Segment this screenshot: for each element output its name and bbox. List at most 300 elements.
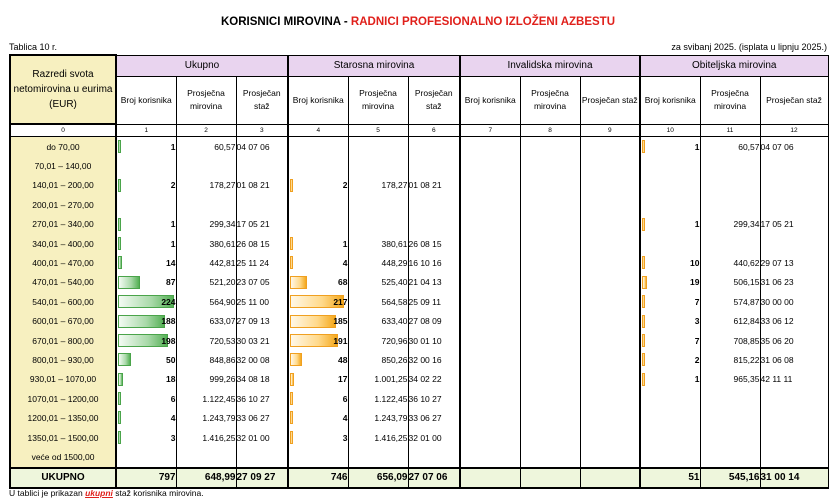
count-value: 191 — [333, 335, 348, 346]
avg-service-cell: 31 06 23 — [760, 273, 828, 292]
count-cell — [460, 195, 520, 214]
total-label: UKUPNO — [10, 468, 116, 488]
count-bar — [290, 237, 293, 250]
avg-service-cell — [580, 156, 640, 175]
count-cell — [640, 234, 700, 253]
avg-service-cell — [580, 428, 640, 447]
range-cell: 670,01 – 800,00 — [10, 331, 116, 350]
table-row — [10, 156, 828, 175]
count-bar — [118, 411, 121, 424]
count-cell — [640, 331, 700, 350]
count-cell — [640, 156, 700, 175]
range-cell: do 70,00 — [10, 137, 116, 157]
count-value: 1 — [170, 238, 176, 249]
count-value: 224 — [161, 296, 176, 307]
avg-pension-cell: 178,27 — [348, 176, 408, 195]
count-cell — [116, 176, 176, 195]
column-number: 10 — [640, 124, 700, 137]
avg-pension-cell: 506,15 — [700, 273, 760, 292]
count-cell — [460, 447, 520, 467]
count-cell — [288, 253, 348, 272]
range-cell: 1350,01 – 1500,00 — [10, 428, 116, 447]
count-bar — [118, 179, 121, 192]
avg-pension-cell — [520, 273, 580, 292]
count-cell — [288, 408, 348, 427]
count-bar — [642, 276, 647, 289]
footnote-text-before: U tablici je prikazan — [9, 488, 86, 498]
count-cell — [116, 370, 176, 389]
count-cell — [116, 137, 176, 157]
count-cell — [460, 350, 520, 369]
count-cell — [288, 312, 348, 331]
avg-pension-cell — [520, 331, 580, 350]
count-bar — [642, 315, 645, 328]
subheader-obiteljska-broj: Broj korisnika — [640, 76, 700, 124]
count-cell — [460, 215, 520, 234]
avg-pension-cell — [700, 176, 760, 195]
table-row — [10, 273, 828, 292]
avg-pension-cell: 850,26 — [348, 350, 408, 369]
count-cell — [116, 331, 176, 350]
avg-pension-cell — [700, 428, 760, 447]
avg-service-cell: 30 00 00 — [760, 292, 828, 311]
count-bar — [118, 392, 121, 405]
avg-service-cell — [580, 370, 640, 389]
count-bar — [642, 353, 645, 366]
range-cell: 1200,01 – 1350,00 — [10, 408, 116, 427]
column-number: 3 — [236, 124, 288, 137]
count-value: 10 — [690, 258, 700, 269]
count-cell — [460, 234, 520, 253]
subheader-starosna-broj: Broj korisnika — [288, 76, 348, 124]
avg-pension-cell — [348, 137, 408, 157]
count-bar — [118, 315, 165, 328]
avg-service-cell — [580, 137, 640, 157]
avg-service-cell: 01 08 21 — [236, 176, 288, 195]
avg-service-cell: 33 06 12 — [760, 312, 828, 331]
range-cell: 400,01 – 470,00 — [10, 253, 116, 272]
table-row — [10, 350, 828, 369]
avg-pension-cell — [520, 389, 580, 408]
group-header-starosna: Starosna mirovina — [288, 55, 460, 76]
avg-pension-cell — [700, 234, 760, 253]
avg-service-cell: 32 01 00 — [408, 428, 460, 447]
column-number: 6 — [408, 124, 460, 137]
avg-service-cell — [580, 468, 640, 488]
count-bar — [290, 276, 307, 289]
range-cell: 930,01 – 1070,00 — [10, 370, 116, 389]
count-value: 797 — [158, 472, 176, 484]
count-value: 17 — [338, 374, 348, 385]
subheader-ukupno-prosj_mir: Prosječna mirovina — [176, 76, 236, 124]
column-number: 7 — [460, 124, 520, 137]
table-row — [10, 428, 828, 447]
avg-service-cell: 04 07 06 — [236, 137, 288, 157]
count-bar — [290, 179, 293, 192]
count-cell — [640, 428, 700, 447]
avg-pension-cell: 525,40 — [348, 273, 408, 292]
table-row — [10, 312, 828, 331]
avg-service-cell — [580, 408, 640, 427]
count-bar — [290, 334, 338, 347]
count-value: 3 — [694, 316, 700, 327]
count-value: 6 — [342, 393, 348, 404]
avg-service-cell — [580, 350, 640, 369]
report-title — [0, 16, 836, 28]
range-cell: 270,01 – 340,00 — [10, 215, 116, 234]
count-cell — [640, 253, 700, 272]
avg-pension-cell: 448,29 — [348, 253, 408, 272]
column-number: 2 — [176, 124, 236, 137]
avg-pension-cell: 1.416,25 — [176, 428, 236, 447]
column-number: 5 — [348, 124, 408, 137]
subheader-starosna-prosj_mir: Prosječna mirovina — [348, 76, 408, 124]
avg-service-cell — [580, 312, 640, 331]
count-value: 48 — [338, 354, 348, 365]
avg-pension-cell: 848,86 — [176, 350, 236, 369]
avg-pension-cell — [700, 389, 760, 408]
avg-service-cell: 25 09 11 — [408, 292, 460, 311]
count-value: 1 — [342, 238, 348, 249]
avg-pension-cell: 656,09 — [348, 468, 408, 488]
avg-pension-cell — [700, 408, 760, 427]
avg-pension-cell: 965,35 — [700, 370, 760, 389]
avg-service-cell: 31 06 08 — [760, 350, 828, 369]
footnote-emphasis: ukupni — [85, 488, 113, 498]
avg-service-cell: 27 08 09 — [408, 312, 460, 331]
avg-pension-cell: 1.243,79 — [348, 408, 408, 427]
avg-service-cell — [580, 234, 640, 253]
column-number: 8 — [520, 124, 580, 137]
column-number: 11 — [700, 124, 760, 137]
count-value: 2 — [170, 180, 176, 191]
avg-pension-cell — [520, 137, 580, 157]
count-value: 19 — [690, 277, 700, 288]
avg-service-cell — [580, 331, 640, 350]
table-row — [10, 408, 828, 427]
count-cell — [116, 195, 176, 214]
count-cell — [116, 156, 176, 175]
count-cell — [640, 292, 700, 311]
count-bar — [290, 315, 336, 328]
subheader-ukupno-prosj_staz: Prosječan staž — [236, 76, 288, 124]
count-value: 1 — [170, 141, 176, 152]
count-cell — [640, 312, 700, 331]
avg-service-cell: 31 00 14 — [760, 468, 828, 488]
count-value: 4 — [342, 258, 348, 269]
avg-pension-cell — [520, 195, 580, 214]
count-value: 87 — [166, 277, 176, 288]
count-cell — [116, 234, 176, 253]
avg-pension-cell: 299,34 — [176, 215, 236, 234]
subheader-invalidska-prosj_mir: Prosječna mirovina — [520, 76, 580, 124]
avg-pension-cell — [176, 156, 236, 175]
count-cell — [288, 215, 348, 234]
table-row — [10, 292, 828, 311]
column-number: 0 — [10, 124, 116, 137]
avg-service-cell: 33 06 27 — [236, 408, 288, 427]
avg-service-cell: 26 08 15 — [236, 234, 288, 253]
count-value: 7 — [694, 335, 700, 346]
count-cell — [640, 447, 700, 467]
subheader-invalidska-broj: Broj korisnika — [460, 76, 520, 124]
count-cell — [640, 408, 700, 427]
avg-service-cell: 21 04 13 — [408, 273, 460, 292]
avg-pension-cell: 708,85 — [700, 331, 760, 350]
avg-pension-cell — [700, 195, 760, 214]
avg-pension-cell — [520, 253, 580, 272]
range-cell: 540,01 – 600,00 — [10, 292, 116, 311]
count-cell — [288, 370, 348, 389]
count-cell — [460, 292, 520, 311]
count-cell — [640, 195, 700, 214]
avg-pension-cell: 574,87 — [700, 292, 760, 311]
count-bar — [118, 353, 131, 366]
range-cell: 800,01 – 930,00 — [10, 350, 116, 369]
avg-service-cell — [408, 195, 460, 214]
count-value: 14 — [166, 258, 176, 269]
count-value: 1 — [694, 141, 700, 152]
count-bar — [290, 353, 302, 366]
count-cell — [460, 370, 520, 389]
avg-pension-cell — [348, 195, 408, 214]
avg-service-cell: 35 06 20 — [760, 331, 828, 350]
avg-pension-cell: 720,53 — [176, 331, 236, 350]
avg-pension-cell: 178,27 — [176, 176, 236, 195]
table-row — [10, 447, 828, 467]
count-cell — [288, 389, 348, 408]
count-cell — [640, 273, 700, 292]
count-cell — [288, 468, 348, 488]
avg-pension-cell: 521,20 — [176, 273, 236, 292]
avg-pension-cell — [520, 156, 580, 175]
group-header-invalidska: Invalidska mirovina — [460, 55, 640, 76]
count-value: 6 — [170, 393, 176, 404]
avg-service-cell: 30 03 21 — [236, 331, 288, 350]
count-cell — [116, 253, 176, 272]
avg-pension-cell — [348, 447, 408, 467]
avg-service-cell — [580, 176, 640, 195]
avg-service-cell: 36 10 27 — [236, 389, 288, 408]
count-value: 51 — [688, 472, 700, 484]
avg-pension-cell: 440,62 — [700, 253, 760, 272]
avg-service-cell — [408, 215, 460, 234]
count-value: 1 — [694, 219, 700, 230]
count-cell — [288, 234, 348, 253]
avg-pension-cell: 380,61 — [348, 234, 408, 253]
footnote-text-after: staž korisnika mirovina. — [112, 488, 204, 498]
count-cell — [288, 292, 348, 311]
total-row — [10, 468, 828, 488]
count-bar — [642, 140, 645, 153]
count-bar — [118, 373, 123, 386]
avg-service-cell: 29 07 13 — [760, 253, 828, 272]
avg-service-cell: 42 11 11 — [760, 370, 828, 389]
table-row — [10, 195, 828, 214]
avg-service-cell — [580, 253, 640, 272]
avg-pension-cell — [700, 447, 760, 467]
table-row — [10, 176, 828, 195]
avg-pension-cell: 60,57 — [176, 137, 236, 157]
avg-pension-cell: 612,84 — [700, 312, 760, 331]
avg-service-cell — [760, 428, 828, 447]
avg-service-cell — [580, 389, 640, 408]
count-value: 4 — [170, 413, 176, 424]
avg-pension-cell: 633,40 — [348, 312, 408, 331]
avg-service-cell: 32 00 08 — [236, 350, 288, 369]
avg-service-cell — [760, 156, 828, 175]
avg-pension-cell: 299,34 — [700, 215, 760, 234]
pension-table — [9, 54, 829, 489]
avg-service-cell: 17 05 21 — [760, 215, 828, 234]
count-cell — [640, 176, 700, 195]
count-cell — [288, 428, 348, 447]
avg-service-cell — [760, 195, 828, 214]
count-cell — [116, 408, 176, 427]
count-value: 2 — [342, 180, 348, 191]
count-value: 50 — [166, 354, 176, 365]
count-value: 217 — [333, 296, 348, 307]
avg-pension-cell — [520, 176, 580, 195]
range-cell: 470,01 – 540,00 — [10, 273, 116, 292]
count-bar — [290, 256, 293, 269]
avg-pension-cell — [520, 350, 580, 369]
column-number: 1 — [116, 124, 176, 137]
column-number: 9 — [580, 124, 640, 137]
count-cell — [288, 176, 348, 195]
avg-pension-cell: 720,96 — [348, 331, 408, 350]
avg-service-cell: 23 07 05 — [236, 273, 288, 292]
avg-service-cell: 32 01 00 — [236, 428, 288, 447]
range-cell: 70,01 – 140,00 — [10, 156, 116, 175]
avg-service-cell — [760, 408, 828, 427]
avg-pension-cell — [520, 234, 580, 253]
avg-pension-cell — [520, 447, 580, 467]
count-value: 4 — [342, 413, 348, 424]
count-cell — [116, 292, 176, 311]
avg-service-cell — [580, 215, 640, 234]
table-row — [10, 370, 828, 389]
count-cell — [288, 350, 348, 369]
count-value: 3 — [170, 432, 176, 443]
avg-pension-cell: 1.001,25 — [348, 370, 408, 389]
count-value: 68 — [338, 277, 348, 288]
count-bar — [118, 276, 140, 289]
count-cell — [460, 389, 520, 408]
table-label: Tablica 10 r. — [9, 42, 58, 52]
table-row — [10, 137, 828, 157]
avg-pension-cell — [520, 215, 580, 234]
count-cell — [640, 137, 700, 157]
avg-service-cell: 27 07 06 — [408, 468, 460, 488]
subheader-obiteljska-prosj_staz: Prosječan staž — [760, 76, 828, 124]
avg-pension-cell: 442,81 — [176, 253, 236, 272]
count-cell — [460, 137, 520, 157]
count-bar — [118, 237, 121, 250]
count-cell — [116, 215, 176, 234]
count-cell — [460, 156, 520, 175]
count-value: 1 — [170, 219, 176, 230]
count-cell — [460, 176, 520, 195]
avg-service-cell: 34 02 22 — [408, 370, 460, 389]
count-cell — [460, 331, 520, 350]
avg-pension-cell: 564,58 — [348, 292, 408, 311]
count-bar — [642, 256, 645, 269]
count-cell — [288, 195, 348, 214]
count-cell — [640, 370, 700, 389]
count-value: 3 — [342, 432, 348, 443]
count-bar — [290, 373, 294, 386]
avg-service-cell: 36 10 27 — [408, 389, 460, 408]
avg-service-cell: 16 10 16 — [408, 253, 460, 272]
avg-pension-cell — [348, 156, 408, 175]
table-row — [10, 331, 828, 350]
avg-pension-cell: 1.416,25 — [348, 428, 408, 447]
avg-service-cell: 25 11 00 — [236, 292, 288, 311]
count-value: 198 — [161, 335, 176, 346]
subheader-invalidska-prosj_staz: Prosječan staž — [580, 76, 640, 124]
count-bar — [290, 411, 293, 424]
range-cell: veće od 1500,00 — [10, 447, 116, 467]
count-cell — [116, 350, 176, 369]
avg-pension-cell — [700, 156, 760, 175]
avg-service-cell: 25 11 24 — [236, 253, 288, 272]
count-bar — [642, 334, 645, 347]
title-part-1: KORISNICI MIROVINA - — [221, 16, 351, 28]
count-value: 18 — [166, 374, 176, 385]
avg-pension-cell — [176, 447, 236, 467]
group-header-ukupno: Ukupno — [116, 55, 288, 76]
count-cell — [116, 273, 176, 292]
count-value: 2 — [694, 354, 700, 365]
column-number: 4 — [288, 124, 348, 137]
count-cell — [460, 428, 520, 447]
avg-pension-cell: 380,61 — [176, 234, 236, 253]
avg-pension-cell — [520, 428, 580, 447]
count-bar — [118, 256, 122, 269]
count-cell — [116, 312, 176, 331]
range-cell: 340,01 – 400,00 — [10, 234, 116, 253]
avg-service-cell — [760, 389, 828, 408]
subheader-starosna-prosj_staz: Prosječan staž — [408, 76, 460, 124]
avg-service-cell: 04 07 06 — [760, 137, 828, 157]
avg-service-cell: 17 05 21 — [236, 215, 288, 234]
avg-service-cell — [236, 195, 288, 214]
avg-service-cell: 34 08 18 — [236, 370, 288, 389]
count-cell — [640, 350, 700, 369]
avg-service-cell — [760, 447, 828, 467]
count-cell — [640, 389, 700, 408]
avg-pension-cell: 999,26 — [176, 370, 236, 389]
range-cell: 1070,01 – 1200,00 — [10, 389, 116, 408]
table-row — [10, 215, 828, 234]
count-bar — [290, 392, 293, 405]
avg-service-cell: 27 09 13 — [236, 312, 288, 331]
avg-service-cell: 27 09 27 — [236, 468, 288, 488]
count-value: 1 — [694, 374, 700, 385]
avg-pension-cell — [520, 312, 580, 331]
count-bar — [118, 140, 121, 153]
count-cell — [116, 389, 176, 408]
avg-service-cell — [580, 292, 640, 311]
group-header-obiteljska: Obiteljska mirovina — [640, 55, 828, 76]
count-cell — [288, 137, 348, 157]
avg-pension-cell — [348, 215, 408, 234]
title-part-2: RADNICI PROFESIONALNO IZLOŽENI AZBESTU — [350, 16, 615, 28]
avg-pension-cell: 1.122,45 — [348, 389, 408, 408]
avg-service-cell — [408, 137, 460, 157]
avg-pension-cell: 815,22 — [700, 350, 760, 369]
